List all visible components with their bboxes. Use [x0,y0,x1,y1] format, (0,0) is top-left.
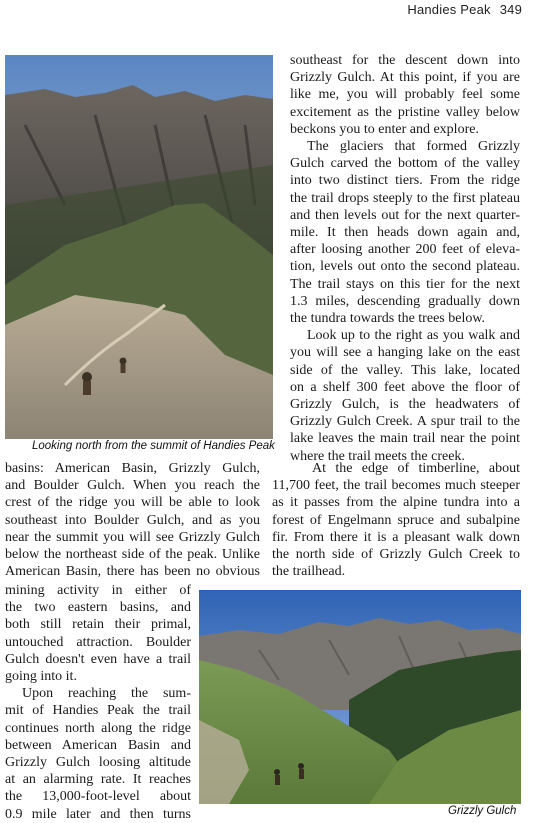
text-line: on a shelf 300 feet above the floor of [290,379,520,395]
left-column-narrow [5,582,191,823]
text-line: lake leaves the main trail near the point [290,431,520,447]
text-line: American Basin, there has been no obvious [5,564,260,580]
text-line: at an alarming rate. It reaches [5,772,191,788]
text-line: forest of Engelmann spruce and subalpine [272,512,520,528]
header-title: Handies Peak [407,2,491,17]
text-line: you will see a hanging lake on the east [290,345,520,361]
photo-handies-summit [5,55,273,439]
running-header [407,2,522,17]
text-line: and Boulder Gulch. When you reach the [5,478,260,494]
text-line: At the edge of timberline, about [312,461,520,476]
photo-image [199,590,521,804]
paragraph [290,52,520,138]
text-line: between American Basin and [5,737,191,753]
text-line: after loosing another 200 feet of eleva- [290,242,520,258]
paragraph [290,327,520,465]
paragraph [5,582,191,685]
text-line: side of the valley. This lake, located [290,362,520,378]
text-line: fir. From there it is a pleasant walk down [272,529,520,545]
paragraph [272,460,520,580]
text-line: Gulch doesn't even have a trail [5,651,191,667]
text-line: Grizzly Gulch loosing altitude [5,755,191,771]
text-line: the north side of Grizzly Gulch Creek to [272,547,520,563]
text-line: where the trail meets the creek. [290,448,465,464]
photo-grizzly-gulch [199,590,521,804]
text-line: Grizzly Gulch, is the headwaters of [290,397,520,413]
text-line: untouched attraction. Boulder [5,634,191,650]
photo-image [5,55,273,439]
text-line: Grizzly Gulch. At this point, if you are [290,70,520,86]
text-line: excitement as the pristine valley below [290,104,520,120]
text-line: The trail stays on this tier for the next [290,276,520,292]
caption-bottom-photo: Grizzly Gulch [448,805,517,817]
page-number: 349 [499,2,522,17]
text-line: as it passes from the alpine tundra into a [272,495,520,511]
text-line: The glaciers that formed Grizzly [307,139,520,155]
right-column-text [290,52,520,465]
text-line: like me, you will probably feel some [290,87,520,103]
text-line: and then levels out for the next quarter- [290,207,520,223]
text-line: below the northeast side of the peak. Unlike [5,547,260,563]
text-line: the trail drops steeply to the first plateau [290,190,520,206]
text-line: the trailhead. [272,564,346,580]
text-line: the 13,000-foot-level about [5,789,191,805]
text-line: continues north along the ridge [5,720,191,736]
text-line: both still retain their primal, [5,617,191,633]
text-line: into two distinct tiers. From the ridge [290,173,520,189]
text-line: the two eastern basins, and [5,600,191,616]
paragraph [290,138,520,327]
text-line: beckons you to enter and explore. [290,121,479,137]
text-line: southeast for the descent down into [290,53,520,68]
text-line: 11,700 feet, the trail becomes much steeper [272,478,520,494]
text-line: going into it. [5,669,77,685]
text-line: mile. It then heads down again and, [290,225,520,241]
left-column-text [5,460,260,580]
text-line: Grizzly Gulch Creek. A spur trail to the [290,414,520,430]
paragraph [5,460,260,580]
text-line: crest of the ridge you will be able to look [5,495,260,511]
paragraph [5,685,191,823]
text-line: 0.9 mile later and then turns [5,806,191,822]
text-line: Upon reaching the sum- [22,686,191,702]
text-line: Look up to the right as you walk and [307,328,520,344]
text-line: near the summit you will see Grizzly Gulch [5,529,260,545]
text-line: southeast into Boulder Gulch, and as you [5,512,260,528]
text-line: the tundra towards the trees below. [290,311,486,327]
caption-top-photo: Looking north from the summit of Handies Peak [32,440,275,452]
text-line: mit of Handies Peak the trail [5,703,191,719]
right-column-continued [272,460,520,580]
text-line: Gulch carved the bottom of the valley [290,156,520,172]
text-line: 1.3 miles, descending gradually down [290,293,520,309]
text-line: tion, levels out onto the second plateau. [290,259,520,275]
text-line: mining activity in either of [5,583,191,598]
text-line: basins: American Basin, Grizzly Gulch, [5,461,260,476]
